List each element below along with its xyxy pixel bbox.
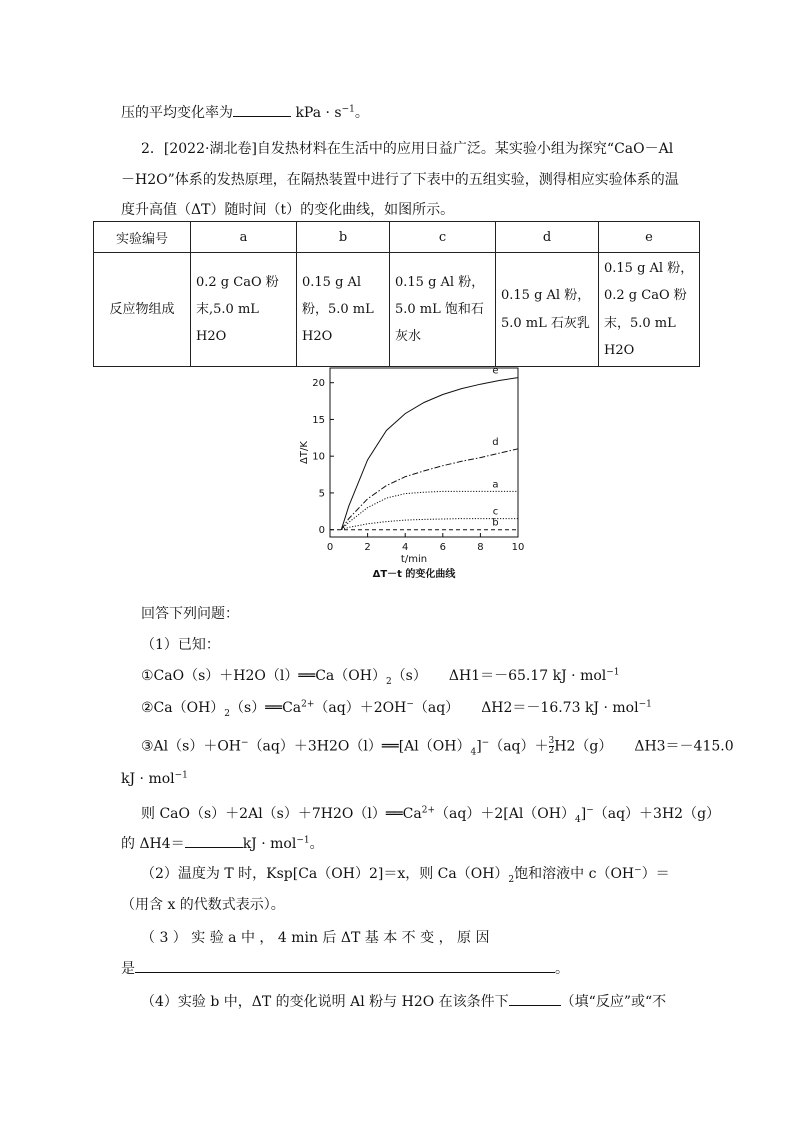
- experiment-table: [93, 221, 700, 367]
- eq-sup: 2+: [301, 699, 315, 710]
- x-tick-label: 10: [511, 542, 525, 553]
- eq-text: （aq）＋: [489, 738, 549, 755]
- answer-blank[interactable]: [185, 835, 243, 848]
- x-tick-label: 8: [477, 542, 484, 553]
- x-axis-label: t/min: [400, 554, 428, 565]
- cell-line: H2O: [302, 329, 333, 345]
- cell-line: 5.0 mL 饱和石: [395, 301, 484, 317]
- eq-text: ]: [476, 738, 482, 755]
- q-text: ）＝: [641, 866, 670, 882]
- q3-line2: [121, 960, 569, 978]
- eq-sup: −1: [606, 667, 620, 678]
- header-cell: e: [599, 222, 700, 253]
- row-label: 反应物组成: [94, 253, 191, 367]
- table-header-row: [94, 222, 700, 253]
- equation-2: [141, 700, 652, 717]
- answer-blank[interactable]: [509, 993, 561, 1006]
- y-axis-label: ΔT/K: [299, 441, 310, 464]
- eq-sup: −1: [296, 835, 310, 846]
- q-text: 饱和溶液中 c（OH: [514, 866, 635, 882]
- series-line-e: [341, 378, 518, 530]
- y-tick-label: 20: [312, 378, 325, 390]
- answer-blank[interactable]: [233, 104, 291, 117]
- cell-line: 0.2 g CaO 粉: [196, 274, 279, 290]
- header-cell: 实验编号: [94, 222, 191, 253]
- eq-sup: 2+: [421, 805, 436, 816]
- eq-sup: −: [406, 699, 414, 710]
- cell-line: 5.0 mL 石灰乳: [501, 315, 590, 331]
- header-cell: b: [297, 222, 390, 253]
- eq-text: ①CaO（s）＋H2O（l）══Ca（OH）: [141, 668, 386, 684]
- table-row: [94, 253, 700, 367]
- eq-sup: −: [241, 737, 249, 748]
- table-cell-e: [599, 253, 700, 367]
- cell-line: 0.15 g Al 粉，: [395, 274, 485, 290]
- eq-sup: −: [481, 737, 490, 748]
- q-text: （填“反应”或“不: [560, 994, 667, 1010]
- header-cell: a: [191, 222, 297, 253]
- y-tick-label: 0: [318, 525, 325, 537]
- eq-sub: 2: [224, 708, 231, 719]
- delta-h4-line: [121, 835, 324, 853]
- cell-line: 0.15 g Al 粉，: [501, 288, 591, 304]
- eq-text: （aq）＋3H2（g）: [593, 806, 721, 822]
- q2-line1: [141, 866, 670, 883]
- equation-1: [141, 668, 620, 685]
- cell-line: 粉，5.0 mL: [302, 301, 374, 317]
- eq-sub: 2: [385, 676, 392, 687]
- eq-sup: −: [586, 805, 594, 816]
- eq-text: （aq）＋2[Al（OH）: [435, 806, 575, 822]
- series-label-b: b: [492, 517, 499, 529]
- cell-line: 0.2 g CaO 粉: [604, 288, 687, 304]
- text: 。: [354, 105, 369, 121]
- eq-unit: kJ · mol: [121, 771, 175, 787]
- q2-intro-line1: 2．[2022·湖北卷]自发热材料在生活中的应用日益广泛。某实验小组为探究“CaO－Al: [141, 141, 674, 157]
- eq-text: ③Al（s）＋OH: [141, 738, 242, 755]
- eq-text: 则 CaO（s）＋2Al（s）＋7H2O（l）══Ca: [141, 806, 422, 822]
- chart-title: ΔT－t 的变化曲线: [372, 569, 456, 580]
- overall-equation: [141, 806, 720, 823]
- q-text: 是: [121, 961, 135, 977]
- answer-blank[interactable]: [135, 960, 555, 973]
- equation-3-unit: [121, 771, 188, 788]
- q3-line1: （ 3 ） 实 验 a 中 ， 4 min 后 ΔT 基 本 不 变 ， 原 因: [141, 930, 490, 946]
- x-tick-label: 0: [326, 542, 334, 553]
- series-label-c: c: [492, 506, 499, 518]
- eq-unit: kJ · mol: [242, 836, 297, 852]
- fraction-three-halves: $\frac{3}{2}$: [548, 736, 555, 756]
- y-tick-label: 5: [318, 488, 325, 500]
- chart-svg: [295, 360, 535, 590]
- y-tick-label: 10: [312, 451, 325, 463]
- delta-t-chart: [295, 360, 535, 590]
- plot-frame: [330, 365, 518, 537]
- eq-enthalpy: ΔH3＝－415.0: [634, 738, 734, 755]
- cell-line: 灰水: [395, 329, 422, 345]
- table-cell-a: [191, 253, 297, 367]
- eq-text: ②Ca（OH）: [141, 700, 225, 716]
- eq-text: 。: [309, 836, 324, 852]
- cell-line: 0.15 g Al: [302, 274, 362, 290]
- eq-text: ]: [580, 806, 587, 822]
- q-text: （2）温度为 T 时，Ksp[Ca（OH）2]＝x，则 Ca（OH）: [141, 866, 509, 882]
- eq-sup: −1: [638, 699, 652, 710]
- q-text: （4）实验 b 中，ΔT 的变化说明 Al 粉与 H2O 在该条件下: [141, 994, 509, 1010]
- header-cell: c: [390, 222, 496, 253]
- table-cell-c: [390, 253, 496, 367]
- eq-sub: 2: [508, 874, 515, 885]
- eq-text: （aq）＋2OH: [314, 700, 407, 716]
- table-cell-d: [496, 253, 599, 367]
- text: 压的平均变化率为: [121, 105, 233, 121]
- x-tick-label: 6: [439, 542, 446, 553]
- eq-sup: −1: [174, 770, 188, 781]
- series-label-d: d: [492, 436, 499, 448]
- series-label-e: e: [492, 365, 499, 377]
- q1-head: （1）已知：: [141, 637, 220, 653]
- eq-sup: −: [634, 865, 642, 876]
- answer-prompt: 回答下列问题：: [141, 606, 239, 622]
- x-tick-label: 4: [402, 542, 409, 553]
- eq-text: （s）══Ca: [230, 700, 302, 716]
- cell-line: 末，5.0 mL H2O: [604, 315, 676, 358]
- x-tick-label: 2: [364, 542, 371, 553]
- eq-enthalpy: ΔH1＝－65.17 kJ · mol: [448, 668, 607, 684]
- eq-sub: 4: [470, 747, 477, 758]
- series-label-a: a: [492, 479, 499, 491]
- eq-text: （aq）＋3H2O（l）══[Al（OH）: [248, 738, 471, 755]
- cell-line: 0.15 g Al 粉，: [604, 261, 694, 276]
- eq-text: （aq）: [413, 700, 460, 716]
- line-average-rate: [121, 104, 369, 122]
- eq-sub: 4: [574, 814, 581, 825]
- q2-line2: （用含 x 的代数式表示）。: [121, 897, 285, 913]
- eq-text: 的 ΔH4＝: [121, 836, 185, 852]
- eq-text: （s）: [391, 668, 427, 684]
- header-cell: d: [496, 222, 599, 253]
- y-tick-label: 15: [312, 414, 325, 426]
- q2-intro-line3: 度升高值（ΔT）随时间（t）的变化曲线，如图所示。: [121, 202, 455, 218]
- equation-3: [141, 737, 734, 756]
- eq-text: H2（g）: [554, 738, 613, 755]
- unit: kPa · s: [291, 105, 342, 121]
- unit-exponent: −1: [341, 104, 355, 115]
- q-text: 。: [555, 961, 569, 977]
- table-cell-b: [297, 253, 390, 367]
- q4-line1: [141, 993, 666, 1011]
- cell-line: 末,5.0 mL H2O: [196, 301, 259, 345]
- q2-intro-line2: －H2O”体系的发热原理，在隔热装置中进行了下表中的五组实验，测得相应实验体系的温: [121, 172, 679, 188]
- eq-enthalpy: ΔH2＝－16.73 kJ · mol: [481, 700, 639, 716]
